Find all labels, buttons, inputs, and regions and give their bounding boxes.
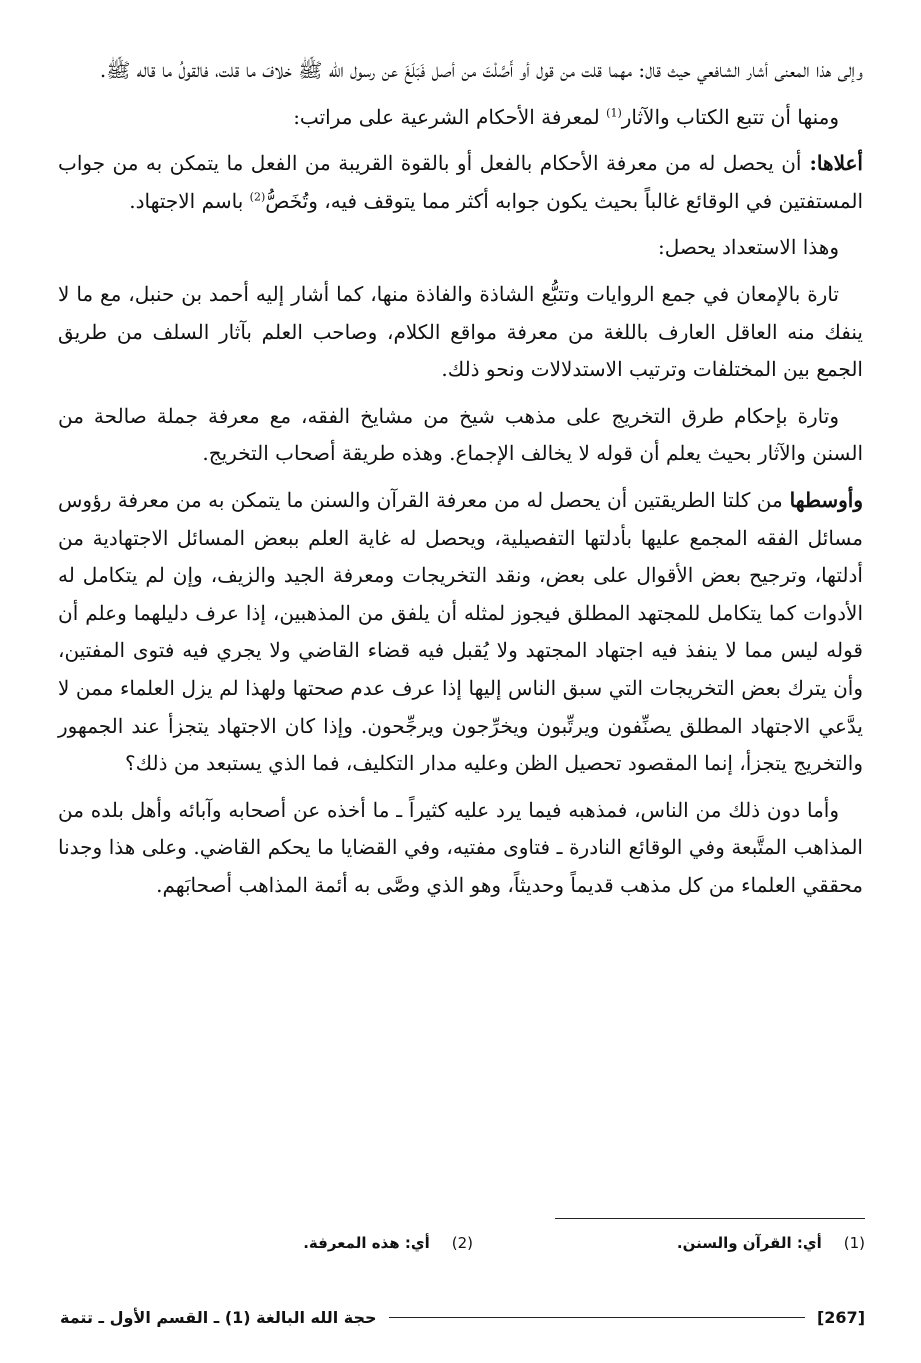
footer-divider [389,1317,805,1318]
footnote-1 [677,1234,865,1252]
footnote-number: (1) [843,1234,865,1252]
paragraph-text: أن يحصل له من معرفة الأحكام بالفعل أو بالقوة القريبة من الفعل ما يتمكن به من جواب المستفتين في الوقائع غالباً بحيث يكون جوابه أكثر مما يتوقف فيه، وتُخَصُّ [58,151,863,213]
paragraph-text: لمعرفة الأحكام الشرعية على مراتب: [293,104,607,129]
footnote-number: (2) [451,1234,473,1252]
paragraph-readiness [58,229,863,267]
paragraph-text: وهذا الاستعداد يحصل: [657,235,839,260]
footnote-2 [303,1234,473,1252]
paragraph-middle-rank [58,482,863,783]
footnote-text: أي: هذه المعرفة. [303,1234,430,1252]
lead-word-middle: وأوسطها [782,487,864,512]
paragraph-narrations [58,276,863,389]
page-number: [267] [816,1307,865,1327]
footnote-ref-2[interactable]: (2) [249,190,266,204]
footnote-divider [555,1218,865,1219]
paragraph-text: ومنها أن تتبع الكتاب والآثار [621,104,839,129]
book-title: حجة الله البالغة (1) ـ القسم الأول ـ تتمة [60,1307,377,1327]
paragraph-highest-rank [58,145,863,220]
paragraph-text: وتارة بإحكام طرق التخريج على مذهب شيخ من مشايخ الفقه، مع معرفة جملة صالحة من السنن والآثار بحيث يعلم أن قوله لا يخالف الإجماع. وهذه طريقة أصحاب التخريج. [58,403,863,466]
paragraph-others [58,792,863,905]
lead-word-highest: أعلاها: [801,151,863,176]
paragraph-text: باسم الاجتهاد. [129,188,250,213]
paragraph-text: وأما دون ذلك من الناس، فمذهبه فيما يرد عليه كثيراً ـ ما أخذه عن أصحابه وآبائه وأهل بلده من المذاهب المتَّبعة وفي الوقائع النادرة ـ فتاوى مفتيه، وفي القضايا ما يحكم القاضي. وعلى هذا وجدنا محققي العلماء من كل مذهب قديماً وحديثاً، وهو الذي وصَّى به أئمة المذاهب أصحابَهم. [58,797,863,897]
paragraph-shafii-quote [58,52,863,90]
paragraph-text: وإلى هذا المعنى أشار الشافعي حيث قال: مهما قلت من قول أو أَصَّلْتَ من أصل فَبَلَغَ عن رسول الله ﷺ خلافَ ما قلت، فالقولُ ما قاله ﷺ. [99,58,863,82]
paragraph-text: من كلتا الطريقتين أن يحصل له من معرفة القرآن والسنن ما يتمكن به من معرفة رؤوس مسائل الفقه المجمع عليها بأدلتها التفصيلية، ويحصل له غاية العلم ببعض المسائل الاجتهادية من أدلتها، وترجيح بعض الأقوال على بعض، ونقد التخريجات ومعرفة الجيد والزيف، وإن لم يتكامل له الأدوات كما يتكامل للمجتهد المطلق فيجوز لمثله أن يلفق من المذهبين، إذا عرف دليلهما وعلم أن قوله ليس مما لا ينفذ فيه اجتهاد المجتهد ولا يُقبل فيه قضاء القاضي ولا يجري فيه فتوى المفتين، وأن يترك بعض التخريجات التي سبق الناس إليها إذا عرف عدم صحتها ولهذا لم يزل العلماء ممن لا يدَّعي الاجتهاد المطلق يصنِّفون ويرتِّبون ويخرِّجون ويرجِّحون. وإذا كان الاجتهاد يتجزأ عند الجمهور والتخريج يتجزأ، إنما المقصود تحصيل الظن وعليه مدار التكليف، فما الذي يستبعد من ذلك؟ [58,487,863,776]
paragraph-takhrij [58,398,863,473]
footnote-text: أي: القرآن والسنن. [676,1234,822,1252]
main-text [58,52,863,913]
paragraph-text: تارة بالإمعان في جمع الروايات وتتبُّع الشاذة والفاذة منها، كما أشار إليه أحمد بن حنبل، مع ما لا ينفك منه العاقل العارف باللغة من معرفة مواقع الكلام، وصاحب العلم بآثار السلف من طريق الجمع بين المختلفات وترتيب الاستدلالات ونحو ذلك. [58,281,863,382]
footnote-ref-1[interactable]: (1) [606,105,622,119]
footnotes [60,1234,865,1264]
paragraph-ranks-intro [58,99,863,137]
page-footer [60,1302,865,1332]
